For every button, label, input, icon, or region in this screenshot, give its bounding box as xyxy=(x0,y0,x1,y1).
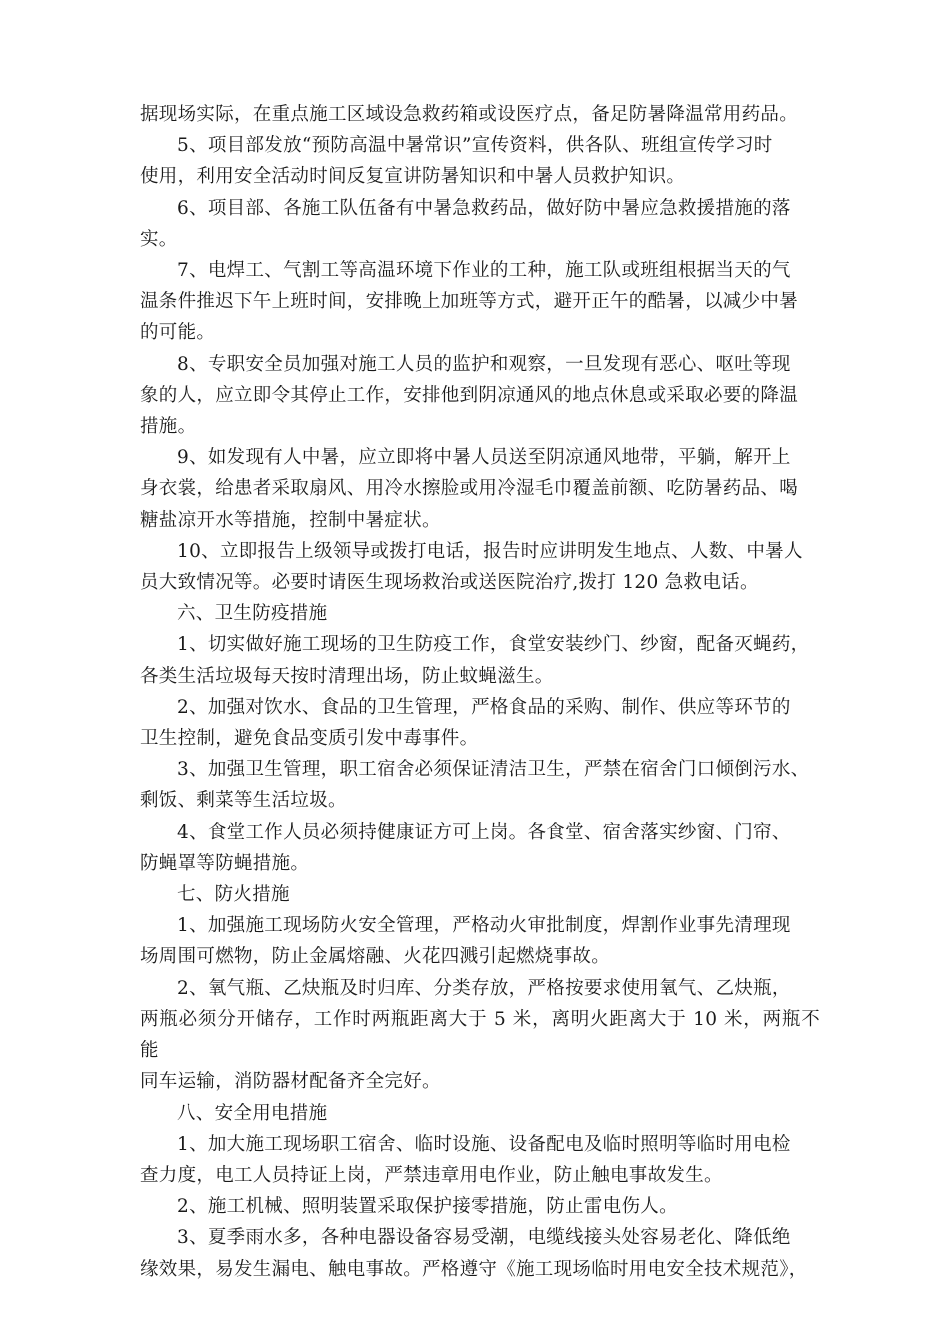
text-line: 八、安全用电措施 xyxy=(177,1102,328,1124)
text-line: 缘效果，易发生漏电、触电事故。严格遵守《施工现场临时用电安全技术规范》， xyxy=(140,1258,808,1280)
paragraph xyxy=(140,879,820,910)
text-line: 同车运输，消防器材配备齐全完好。 xyxy=(140,1071,441,1093)
paragraph xyxy=(140,817,820,879)
text-line: 2、氧气瓶、乙炔瓶及时归库、分类存放，严格按要求使用氧气、乙炔瓶， xyxy=(177,977,791,999)
text-line: 实。 xyxy=(140,228,178,250)
text-line: 场周围可燃物，防止金属熔融、火花四溅引起燃烧事故。 xyxy=(140,946,611,968)
text-line: 防蝇罩等防蝇措施。 xyxy=(140,852,310,874)
text-line: 温条件推迟下午上班时间，安排晚上加班等方式，避开正午的酷暑，以减少中暑 xyxy=(140,291,799,313)
text-line: 据现场实际，在重点施工区域设急救药箱或设医疗点，备足防暑降温常用药品。 xyxy=(140,104,799,125)
paragraph xyxy=(140,973,820,1098)
paragraph xyxy=(140,349,820,443)
text-line: 七、防火措施 xyxy=(177,884,290,906)
text-line: 1、加强施工现场防火安全管理，严格动火审批制度，焊割作业事先清理现 xyxy=(177,915,791,937)
paragraph xyxy=(140,255,820,349)
paragraph xyxy=(140,442,820,536)
text-line: 2、施工机械、照明装置采取保护接零措施，防止雷电伤人。 xyxy=(177,1196,678,1218)
paragraph xyxy=(140,130,820,192)
text-line: 3、夏季雨水多，各种电器设备容易受潮，电缆线接头处容易老化、降低绝 xyxy=(177,1227,791,1249)
text-line: 1、加大施工现场职工宿舍、临时设施、设备配电及临时照明等临时用电检 xyxy=(177,1133,791,1155)
text-line: 卫生控制，避免食品变质引发中毒事件。 xyxy=(140,728,479,750)
text-line: 10、立即报告上级领导或拨打电话，报告时应讲明发生地点、人数、中暑人 xyxy=(177,540,803,562)
text-line: 象的人，应立即令其停止工作，安排他到阴凉通风的地点休息或采取必要的降温 xyxy=(140,384,799,406)
paragraph xyxy=(140,536,820,598)
text-line: 员大致情况等。必要时请医生现场救治或送医院治疗,拨打 120 急救电话。 xyxy=(140,572,759,594)
text-line: 3、加强卫生管理，职工宿舍必须保证清洁卫生，严禁在宿舍门口倾倒污水、 xyxy=(177,759,810,781)
paragraph xyxy=(140,1222,820,1284)
paragraph xyxy=(140,754,820,816)
paragraph xyxy=(140,99,820,130)
text-line: 剩饭、剩菜等生活垃圾。 xyxy=(140,790,347,812)
paragraph xyxy=(140,193,820,255)
text-line: 6、项目部、各施工队伍备有中暑急救药品，做好防中暑应急救援措施的落 xyxy=(177,197,791,219)
paragraph xyxy=(140,1191,820,1222)
paragraph xyxy=(140,692,820,754)
paragraph xyxy=(140,910,820,972)
text-line: 糖盐凉开水等措施，控制中暑症状。 xyxy=(140,509,441,531)
text-line: 2、加强对饮水、食品的卫生管理，严格食品的采购、制作、供应等环节的 xyxy=(177,696,791,718)
text-line: 身衣裳，给患者采取扇风、用冷水擦脸或用冷湿毛巾覆盖前额、吃防暑药品、喝 xyxy=(140,478,799,500)
text-line: 措施。 xyxy=(140,416,197,438)
text-line: 9、如发现有人中暑，应立即将中暑人员送至阴凉通风地带，平躺，解开上 xyxy=(177,447,791,469)
document-body xyxy=(140,99,820,1285)
text-line: 使用，利用安全活动时间反复宣讲防暑知识和中暑人员救护知识。 xyxy=(140,166,686,188)
paragraph xyxy=(140,598,820,629)
text-line: 两瓶必须分开储存，工作时两瓶距离大于 5 米，离明火距离大于 10 米，两瓶不能 xyxy=(140,1008,820,1062)
text-line: 的可能。 xyxy=(140,322,216,344)
paragraph xyxy=(140,1098,820,1129)
text-line: 7、电焊工、气割工等高温环境下作业的工种，施工队或班组根据当天的气 xyxy=(177,260,791,282)
paragraph xyxy=(140,629,820,691)
paragraph xyxy=(140,1129,820,1191)
text-line: 各类生活垃圾每天按时清理出场，防止蚊蝇滋生。 xyxy=(140,665,554,687)
text-line: 4、食堂工作人员必须持健康证方可上岗。各食堂、宿舍落实纱窗、门帘、 xyxy=(177,821,791,843)
text-line: 查力度，电工人员持证上岗，严禁违章用电作业，防止触电事故发生。 xyxy=(140,1164,723,1186)
text-line: 六、卫生防疫措施 xyxy=(177,603,328,625)
text-line: 1、切实做好施工现场的卫生防疫工作，食堂安装纱门、纱窗，配备灭蝇药， xyxy=(177,634,810,656)
text-line: 8、专职安全员加强对施工人员的监护和观察，一旦发现有恶心、呕吐等现 xyxy=(177,353,791,375)
text-line: 5、项目部发放“预防高温中暑常识”宣传资料，供各队、班组宣传学习时 xyxy=(177,135,773,157)
